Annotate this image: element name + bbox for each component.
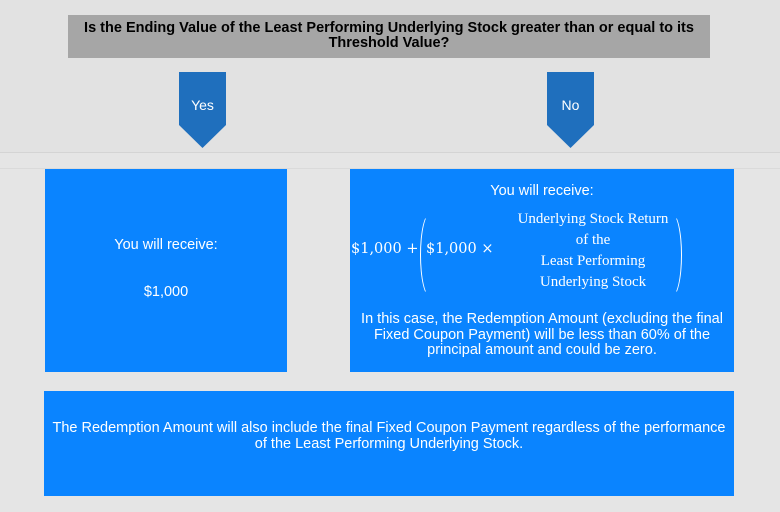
no-receive-text: You will receive: (490, 183, 594, 199)
formula-principal: $1,000 + (351, 241, 419, 257)
no-arrow (547, 72, 594, 148)
question-text: Is the Ending Value of the Least Performing Underlying Stock greater than or equal to its Threshold Value? (84, 20, 694, 51)
divider-line (0, 152, 780, 153)
question-box (68, 15, 710, 58)
fraction-line: of the (575, 232, 611, 248)
yes-receive-text: You will receive: (114, 237, 218, 253)
footer-note-box (44, 391, 734, 496)
fraction-line: Underlying Stock Return (517, 211, 669, 227)
formula-fraction (496, 209, 690, 293)
no-label: No (561, 97, 580, 113)
yes-label: Yes (191, 97, 214, 113)
yes-amount: $1,000 (143, 284, 189, 300)
yes-arrow (179, 72, 226, 148)
yes-outcome-box (45, 169, 287, 372)
formula-multiplier: $1,000 × (426, 241, 494, 257)
no-note-text: In this case, the Redemption Amount (excluding the final Fixed Coupon Payment) will be less than 60% of the principal amount and could be zero. (361, 311, 723, 358)
fraction-line: Least Performing (540, 253, 646, 269)
redemption-formula (350, 205, 734, 305)
no-outcome-box (350, 169, 734, 372)
fraction-line: Underlying Stock (539, 274, 647, 290)
footer-note-text: The Redemption Amount will also include the final Fixed Coupon Payment regardless of the performance of the Least Performing Underlying Stock. (52, 420, 726, 452)
